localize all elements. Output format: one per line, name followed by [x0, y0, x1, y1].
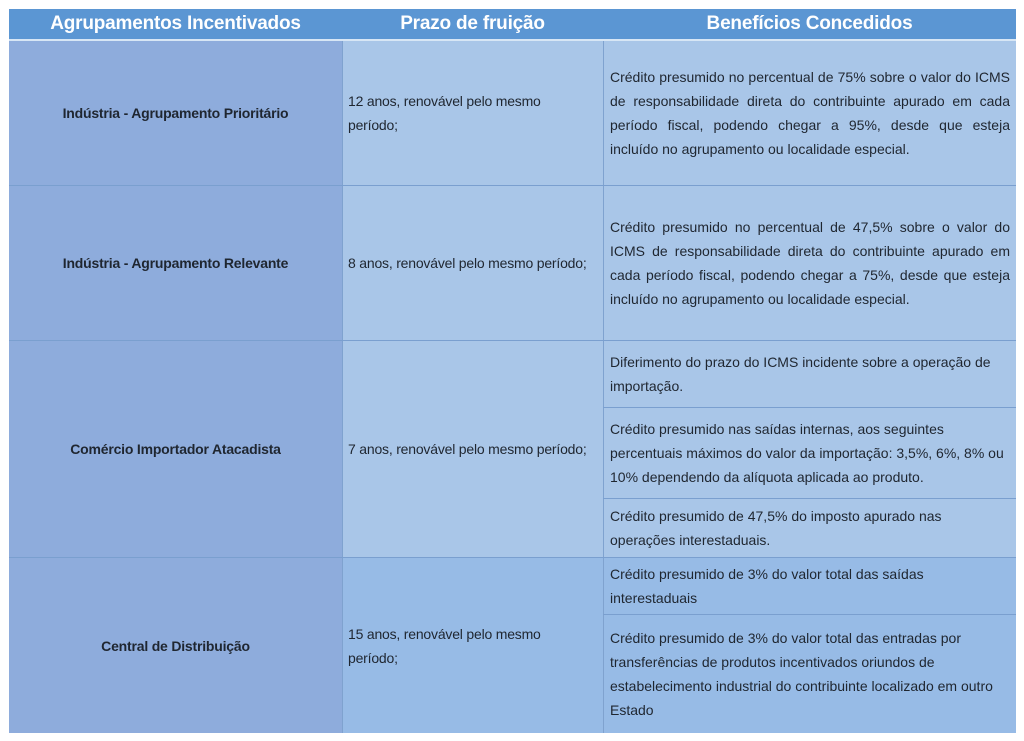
benefit-cell [603, 186, 1016, 340]
benefit-text: Crédito presumido no percentual de 47,5% sobre o valor do ICMS de responsabilidade direta do contribuinte apurado em cada período fiscal, podendo chegar a 75%, desde que esteja incluído no agrupamento ou localidade especial. [610, 219, 1010, 307]
term-cell: 12 anos, renovável pelo mesmo período; [342, 41, 603, 185]
benefit-text: Crédito presumido de 47,5% do imposto apurado nas operações interestaduais. [610, 508, 942, 548]
benefit-cell [603, 615, 1016, 733]
group-cell: Comércio Importador Atacadista [9, 341, 342, 557]
header-term: Prazo de fruição [400, 13, 545, 34]
group-cell: Central de Distribuição [9, 558, 342, 733]
benefit-cell [603, 341, 1016, 407]
group-cell: Indústria - Agrupamento Prioritário [9, 41, 342, 185]
benefit-text: Diferimento do prazo do ICMS incidente sobre a operação de importação. [610, 354, 991, 394]
benefit-text: Crédito presumido de 3% do valor total das entradas por transferências de produtos incentivados oriundos de estabelecimento industrial do contribuinte localizado em outro Estado [610, 630, 993, 718]
header-benefits: Benefícios Concedidos [706, 13, 913, 34]
incentives-table [9, 9, 1016, 733]
header-groups: Agrupamentos Incentivados [50, 13, 301, 34]
benefit-cell [603, 408, 1016, 498]
benefit-text: Crédito presumido nas saídas internas, aos seguintes percentuais máximos do valor da importação: 3,5%, 6%, 8% ou 10% dependendo da alíquota aplicada ao produto. [610, 421, 1004, 485]
table-header [9, 9, 1016, 41]
benefit-cell [603, 558, 1016, 614]
term-cell: 8 anos, renovável pelo mesmo período; [342, 186, 603, 340]
benefit-text: Crédito presumido no percentual de 75% sobre o valor do ICMS de responsabilidade direta do contribuinte apurado em cada período fiscal, podendo chegar a 95%, desde que esteja incluído no agrupamento ou localidade especial. [610, 69, 1010, 157]
group-cell: Indústria - Agrupamento Relevante [9, 186, 342, 340]
term-cell: 15 anos, renovável pelo mesmo período; [342, 558, 603, 733]
benefit-cell [603, 41, 1016, 185]
benefit-text: Crédito presumido de 3% do valor total das saídas interestaduais [610, 566, 924, 606]
term-cell: 7 anos, renovável pelo mesmo período; [342, 341, 603, 557]
benefit-cell [603, 499, 1016, 557]
